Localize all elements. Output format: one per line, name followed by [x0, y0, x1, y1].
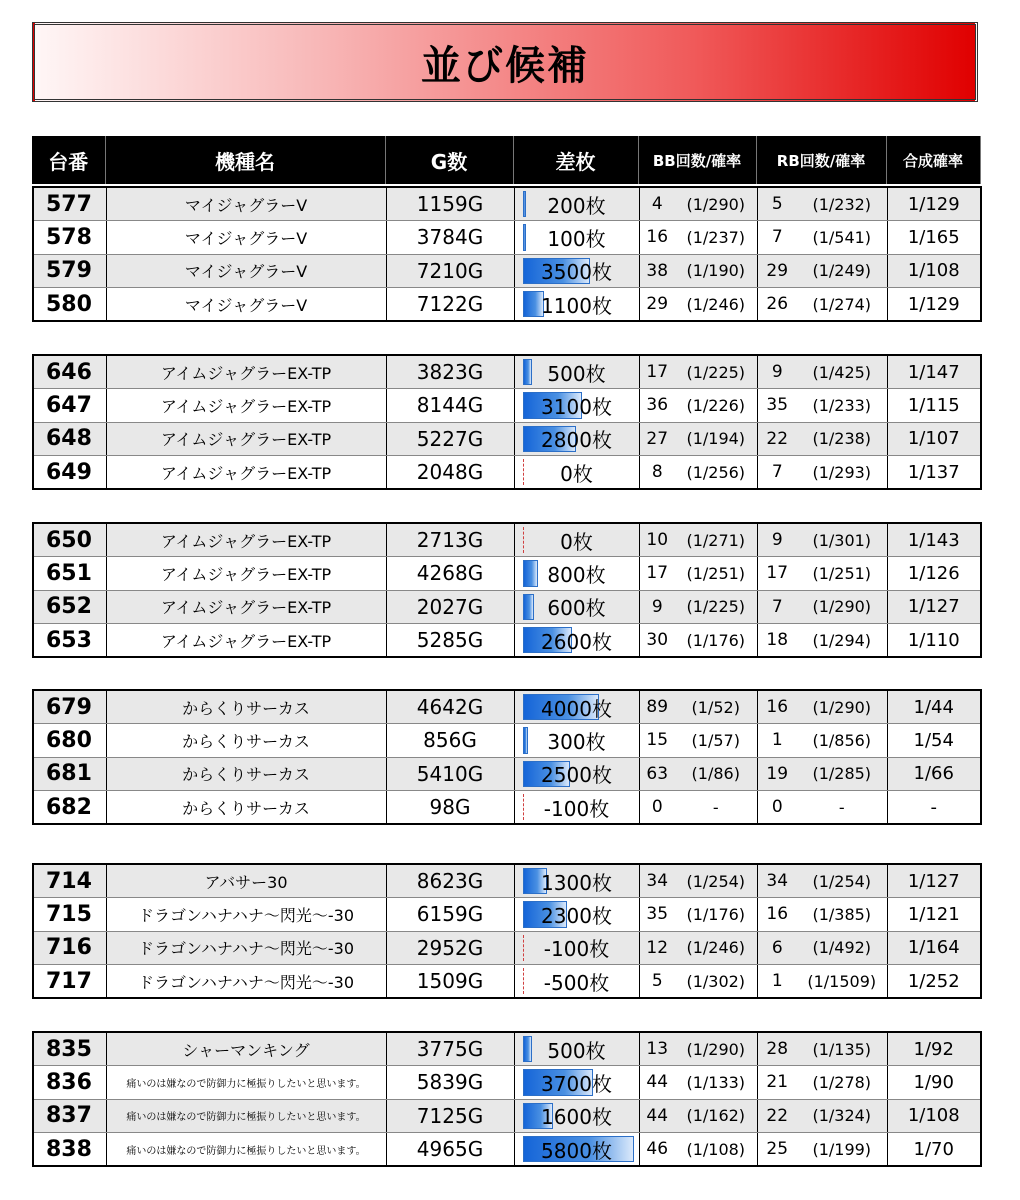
total-rate: 1/137 — [887, 456, 981, 490]
rb-count: 9 — [757, 523, 797, 557]
diff-cell — [514, 389, 639, 423]
game-count: 5839G — [386, 1066, 514, 1100]
machine-name: 痛いのは嫌なので防御力に極振りしたいと思います。 — [106, 1133, 386, 1167]
diff-value: 2300枚 — [541, 903, 612, 928]
rb-count: 29 — [757, 254, 797, 288]
diff-value: -100枚 — [543, 937, 610, 962]
table-row — [33, 456, 981, 490]
bb-count: 30 — [639, 624, 675, 658]
rb-count: 18 — [757, 624, 797, 658]
diff-value: 500枚 — [547, 361, 606, 386]
bb-rate: (1/52) — [675, 690, 757, 724]
total-rate: 1/107 — [887, 422, 981, 456]
header-machine-name: 機種名 — [105, 136, 385, 184]
page-title-banner — [32, 22, 978, 102]
machine-name: アバサー30 — [106, 864, 386, 898]
table-row — [33, 221, 981, 255]
bb-count: 0 — [639, 791, 675, 825]
diff-value: 1600枚 — [541, 1105, 612, 1130]
machine-number: 836 — [33, 1066, 106, 1100]
table-row — [33, 724, 981, 758]
game-count: 7210G — [386, 254, 514, 288]
table-row — [33, 422, 981, 456]
machine-number: 651 — [33, 557, 106, 591]
total-rate: 1/127 — [887, 590, 981, 624]
total-rate: 1/165 — [887, 221, 981, 255]
game-count: 8144G — [386, 389, 514, 423]
rb-count: 6 — [757, 931, 797, 965]
bb-count: 10 — [639, 523, 675, 557]
game-count: 5410G — [386, 757, 514, 791]
bb-rate: (1/190) — [675, 254, 757, 288]
total-rate: 1/147 — [887, 355, 981, 389]
bb-count: 15 — [639, 724, 675, 758]
machine-number: 715 — [33, 898, 106, 932]
diff-cell — [514, 590, 639, 624]
diff-cell — [514, 456, 639, 490]
table-row — [33, 757, 981, 791]
rb-rate: (1/249) — [797, 254, 887, 288]
rb-rate: (1/199) — [797, 1133, 887, 1167]
diff-value: -100枚 — [543, 796, 610, 821]
rb-rate: (1/274) — [797, 288, 887, 322]
bb-rate: (1/194) — [675, 422, 757, 456]
machine-number: 652 — [33, 590, 106, 624]
machine-group — [32, 1031, 982, 1167]
diff-cell — [514, 1099, 639, 1133]
rb-rate: (1/251) — [797, 557, 887, 591]
diff-cell — [514, 1133, 639, 1167]
header-diff: 差枚 — [513, 136, 638, 184]
bb-count: 89 — [639, 690, 675, 724]
diff-value: 300枚 — [547, 729, 606, 754]
bb-rate: (1/57) — [675, 724, 757, 758]
machine-group — [32, 186, 982, 322]
bb-rate: (1/290) — [675, 187, 757, 221]
game-count: 2048G — [386, 456, 514, 490]
bb-count: 5 — [639, 965, 675, 999]
bb-rate: (1/246) — [675, 931, 757, 965]
table-row — [33, 523, 981, 557]
machine-name: マイジャグラーV — [106, 187, 386, 221]
machine-number: 681 — [33, 757, 106, 791]
game-count: 4965G — [386, 1133, 514, 1167]
rb-rate: (1/856) — [797, 724, 887, 758]
machine-name: アイムジャグラーEX-TP — [106, 523, 386, 557]
header-bb: BB回数/確率 — [638, 136, 756, 184]
bb-count: 44 — [639, 1099, 675, 1133]
machine-name: アイムジャグラーEX-TP — [106, 389, 386, 423]
machine-number: 680 — [33, 724, 106, 758]
diff-bar — [523, 1036, 533, 1062]
table-row — [33, 931, 981, 965]
bb-rate: (1/226) — [675, 389, 757, 423]
machine-number: 650 — [33, 523, 106, 557]
bb-rate: (1/176) — [675, 624, 757, 658]
game-count: 7122G — [386, 288, 514, 322]
diff-cell — [514, 965, 639, 999]
bb-count: 17 — [639, 355, 675, 389]
game-count: 3775G — [386, 1032, 514, 1066]
diff-bar — [523, 359, 533, 385]
machine-number: 653 — [33, 624, 106, 658]
table-row — [33, 864, 981, 898]
diff-value: 3500枚 — [541, 260, 612, 285]
rb-rate: (1/301) — [797, 523, 887, 557]
machine-name: アイムジャグラーEX-TP — [106, 355, 386, 389]
bb-count: 34 — [639, 864, 675, 898]
machine-number: 647 — [33, 389, 106, 423]
rb-rate: (1/1509) — [797, 965, 887, 999]
diff-value: 800枚 — [547, 562, 606, 587]
rb-rate: (1/541) — [797, 221, 887, 255]
rb-count: 22 — [757, 422, 797, 456]
diff-value: 0枚 — [560, 529, 593, 554]
header-machine-no: 台番 — [32, 136, 105, 184]
bb-rate: (1/133) — [675, 1066, 757, 1100]
game-count: 3823G — [386, 355, 514, 389]
total-rate: 1/66 — [887, 757, 981, 791]
machine-name: 痛いのは嫌なので防御力に極振りしたいと思います。 — [106, 1066, 386, 1100]
bb-count: 46 — [639, 1133, 675, 1167]
total-rate: 1/115 — [887, 389, 981, 423]
rb-count: 1 — [757, 965, 797, 999]
bb-count: 4 — [639, 187, 675, 221]
machine-name: ドラゴンハナハナ～閃光～-30 — [106, 931, 386, 965]
table-row — [33, 965, 981, 999]
bb-count: 12 — [639, 931, 675, 965]
diff-value: 1300枚 — [541, 870, 612, 895]
diff-cell — [514, 187, 639, 221]
total-rate: 1/252 — [887, 965, 981, 999]
bb-count: 8 — [639, 456, 675, 490]
diff-value: 3100枚 — [541, 394, 612, 419]
game-count: 6159G — [386, 898, 514, 932]
rb-count: 28 — [757, 1032, 797, 1066]
total-rate: 1/127 — [887, 864, 981, 898]
machine-number: 578 — [33, 221, 106, 255]
game-count: 98G — [386, 791, 514, 825]
bb-rate: (1/302) — [675, 965, 757, 999]
game-count: 4642G — [386, 690, 514, 724]
machine-name: シャーマンキング — [106, 1032, 386, 1066]
machine-name: ドラゴンハナハナ～閃光～-30 — [106, 965, 386, 999]
total-rate: 1/164 — [887, 931, 981, 965]
diff-value: 1100枚 — [541, 293, 612, 318]
diff-cell — [514, 791, 639, 825]
diff-value: 100枚 — [547, 226, 606, 251]
bb-rate: (1/237) — [675, 221, 757, 255]
machine-number: 580 — [33, 288, 106, 322]
header-total-rate: 合成確率 — [886, 136, 980, 184]
machine-name: マイジャグラーV — [106, 221, 386, 255]
rb-rate: (1/425) — [797, 355, 887, 389]
rb-rate: (1/278) — [797, 1066, 887, 1100]
machine-number: 682 — [33, 791, 106, 825]
diff-value: 4000枚 — [541, 696, 612, 721]
bb-count: 36 — [639, 389, 675, 423]
diff-cell — [514, 355, 639, 389]
machine-name: からくりサーカス — [106, 724, 386, 758]
game-count: 5227G — [386, 422, 514, 456]
rb-rate: (1/290) — [797, 590, 887, 624]
bb-rate: (1/246) — [675, 288, 757, 322]
rb-count: 17 — [757, 557, 797, 591]
table-row — [33, 1066, 981, 1100]
diff-value: 200枚 — [547, 193, 606, 218]
total-rate: 1/108 — [887, 1099, 981, 1133]
bb-count: 29 — [639, 288, 675, 322]
diff-value: -500枚 — [543, 970, 610, 995]
bb-rate: (1/86) — [675, 757, 757, 791]
rb-rate: (1/294) — [797, 624, 887, 658]
rb-rate: (1/290) — [797, 690, 887, 724]
table-row — [33, 557, 981, 591]
bb-rate: (1/251) — [675, 557, 757, 591]
bb-rate: (1/290) — [675, 1032, 757, 1066]
bb-rate: (1/162) — [675, 1099, 757, 1133]
table-header — [32, 136, 981, 184]
diff-cell — [514, 898, 639, 932]
diff-value: 0枚 — [560, 461, 593, 486]
bb-count: 16 — [639, 221, 675, 255]
diff-bar — [523, 459, 524, 485]
header-rb: RB回数/確率 — [756, 136, 886, 184]
bb-count: 38 — [639, 254, 675, 288]
game-count: 1159G — [386, 187, 514, 221]
bb-count: 9 — [639, 590, 675, 624]
total-rate: 1/70 — [887, 1133, 981, 1167]
rb-count: 5 — [757, 187, 797, 221]
machine-name: からくりサーカス — [106, 690, 386, 724]
diff-value: 2600枚 — [541, 629, 612, 654]
rb-count: 21 — [757, 1066, 797, 1100]
machine-group — [32, 354, 982, 490]
machine-number: 577 — [33, 187, 106, 221]
game-count: 856G — [386, 724, 514, 758]
rb-count: 22 — [757, 1099, 797, 1133]
diff-value: 3700枚 — [541, 1071, 612, 1096]
diff-bar — [523, 794, 524, 820]
diff-cell — [514, 931, 639, 965]
table-row — [33, 791, 981, 825]
total-rate: 1/90 — [887, 1066, 981, 1100]
machine-name: アイムジャグラーEX-TP — [106, 456, 386, 490]
diff-cell — [514, 523, 639, 557]
diff-bar — [523, 727, 529, 754]
game-count: 1509G — [386, 965, 514, 999]
rb-rate: (1/285) — [797, 757, 887, 791]
rb-count: 9 — [757, 355, 797, 389]
diff-cell — [514, 288, 639, 322]
rb-rate: (1/293) — [797, 456, 887, 490]
game-count: 5285G — [386, 624, 514, 658]
diff-value: 2800枚 — [541, 428, 612, 453]
total-rate: 1/54 — [887, 724, 981, 758]
header-games: G数 — [385, 136, 513, 184]
total-rate: 1/110 — [887, 624, 981, 658]
rb-count: 19 — [757, 757, 797, 791]
table-row — [33, 389, 981, 423]
table-row — [33, 254, 981, 288]
table-row — [33, 1099, 981, 1133]
diff-bar — [523, 224, 526, 251]
bb-rate: (1/176) — [675, 898, 757, 932]
bb-count: 44 — [639, 1066, 675, 1100]
rb-rate: (1/238) — [797, 422, 887, 456]
diff-cell — [514, 757, 639, 791]
diff-value: 5800枚 — [541, 1138, 612, 1163]
machine-group — [32, 863, 982, 999]
machine-name: アイムジャグラーEX-TP — [106, 422, 386, 456]
game-count: 4268G — [386, 557, 514, 591]
diff-cell — [514, 724, 639, 758]
machine-name: アイムジャグラーEX-TP — [106, 590, 386, 624]
machine-number: 838 — [33, 1133, 106, 1167]
rb-count: 25 — [757, 1133, 797, 1167]
machine-number: 717 — [33, 965, 106, 999]
diff-bar — [523, 968, 524, 994]
rb-rate: (1/233) — [797, 389, 887, 423]
table-row — [33, 690, 981, 724]
machine-number: 714 — [33, 864, 106, 898]
diff-cell — [514, 422, 639, 456]
diff-bar — [523, 191, 527, 217]
bb-rate: (1/225) — [675, 590, 757, 624]
rb-rate: (1/254) — [797, 864, 887, 898]
rb-rate: (1/385) — [797, 898, 887, 932]
diff-bar — [523, 935, 524, 962]
diff-value: 600枚 — [547, 596, 606, 621]
rb-rate: (1/324) — [797, 1099, 887, 1133]
total-rate: 1/129 — [887, 187, 981, 221]
bb-count: 27 — [639, 422, 675, 456]
diff-cell — [514, 1066, 639, 1100]
bb-rate: (1/256) — [675, 456, 757, 490]
table-row — [33, 187, 981, 221]
machine-number: 649 — [33, 456, 106, 490]
machine-name: 痛いのは嫌なので防御力に極振りしたいと思います。 — [106, 1099, 386, 1133]
game-count: 8623G — [386, 864, 514, 898]
diff-cell — [514, 221, 639, 255]
bb-rate: (1/225) — [675, 355, 757, 389]
page-title: 並び候補 — [421, 42, 589, 89]
diff-cell — [514, 864, 639, 898]
machine-name: マイジャグラーV — [106, 288, 386, 322]
table-row — [33, 288, 981, 322]
diff-cell — [514, 690, 639, 724]
diff-value: 500枚 — [547, 1038, 606, 1063]
machine-number: 646 — [33, 355, 106, 389]
diff-cell — [514, 254, 639, 288]
total-rate: 1/92 — [887, 1032, 981, 1066]
bb-rate: (1/108) — [675, 1133, 757, 1167]
rb-count: 7 — [757, 221, 797, 255]
bb-rate: (1/254) — [675, 864, 757, 898]
game-count: 2027G — [386, 590, 514, 624]
machine-name: アイムジャグラーEX-TP — [106, 624, 386, 658]
machine-name: アイムジャグラーEX-TP — [106, 557, 386, 591]
bb-count: 35 — [639, 898, 675, 932]
table-row — [33, 898, 981, 932]
machine-number: 716 — [33, 931, 106, 965]
machine-name: からくりサーカス — [106, 757, 386, 791]
rb-count: 35 — [757, 389, 797, 423]
game-count: 2952G — [386, 931, 514, 965]
game-count: 3784G — [386, 221, 514, 255]
game-count: 7125G — [386, 1099, 514, 1133]
machine-number: 648 — [33, 422, 106, 456]
total-rate: 1/121 — [887, 898, 981, 932]
table-row — [33, 624, 981, 658]
bb-count: 17 — [639, 557, 675, 591]
total-rate: 1/143 — [887, 523, 981, 557]
machine-number: 579 — [33, 254, 106, 288]
rb-count: 7 — [757, 590, 797, 624]
bb-count: 13 — [639, 1032, 675, 1066]
game-count: 2713G — [386, 523, 514, 557]
table-row — [33, 1032, 981, 1066]
table-row — [33, 1133, 981, 1167]
machine-number: 679 — [33, 690, 106, 724]
total-rate: - — [887, 791, 981, 825]
bb-count: 63 — [639, 757, 675, 791]
rb-count: 16 — [757, 898, 797, 932]
diff-cell — [514, 557, 639, 591]
total-rate: 1/126 — [887, 557, 981, 591]
rb-count: 16 — [757, 690, 797, 724]
total-rate: 1/129 — [887, 288, 981, 322]
bb-rate: (1/271) — [675, 523, 757, 557]
diff-cell — [514, 1032, 639, 1066]
bb-rate: - — [675, 791, 757, 825]
rb-count: 0 — [757, 791, 797, 825]
rb-count: 26 — [757, 288, 797, 322]
diff-value: 2500枚 — [541, 763, 612, 788]
rb-rate: - — [797, 791, 887, 825]
machine-group — [32, 689, 982, 825]
rb-rate: (1/135) — [797, 1032, 887, 1066]
rb-count: 7 — [757, 456, 797, 490]
machine-group — [32, 522, 982, 658]
total-rate: 1/108 — [887, 254, 981, 288]
diff-bar — [523, 527, 524, 553]
machine-name: ドラゴンハナハナ～閃光～-30 — [106, 898, 386, 932]
machine-number: 837 — [33, 1099, 106, 1133]
machine-number: 835 — [33, 1032, 106, 1066]
diff-bar — [523, 560, 538, 587]
table-row — [33, 355, 981, 389]
table-row — [33, 590, 981, 624]
diff-bar — [523, 594, 535, 621]
total-rate: 1/44 — [887, 690, 981, 724]
rb-count: 34 — [757, 864, 797, 898]
machine-name: マイジャグラーV — [106, 254, 386, 288]
rb-rate: (1/492) — [797, 931, 887, 965]
rb-rate: (1/232) — [797, 187, 887, 221]
rb-count: 1 — [757, 724, 797, 758]
diff-cell — [514, 624, 639, 658]
machine-name: からくりサーカス — [106, 791, 386, 825]
